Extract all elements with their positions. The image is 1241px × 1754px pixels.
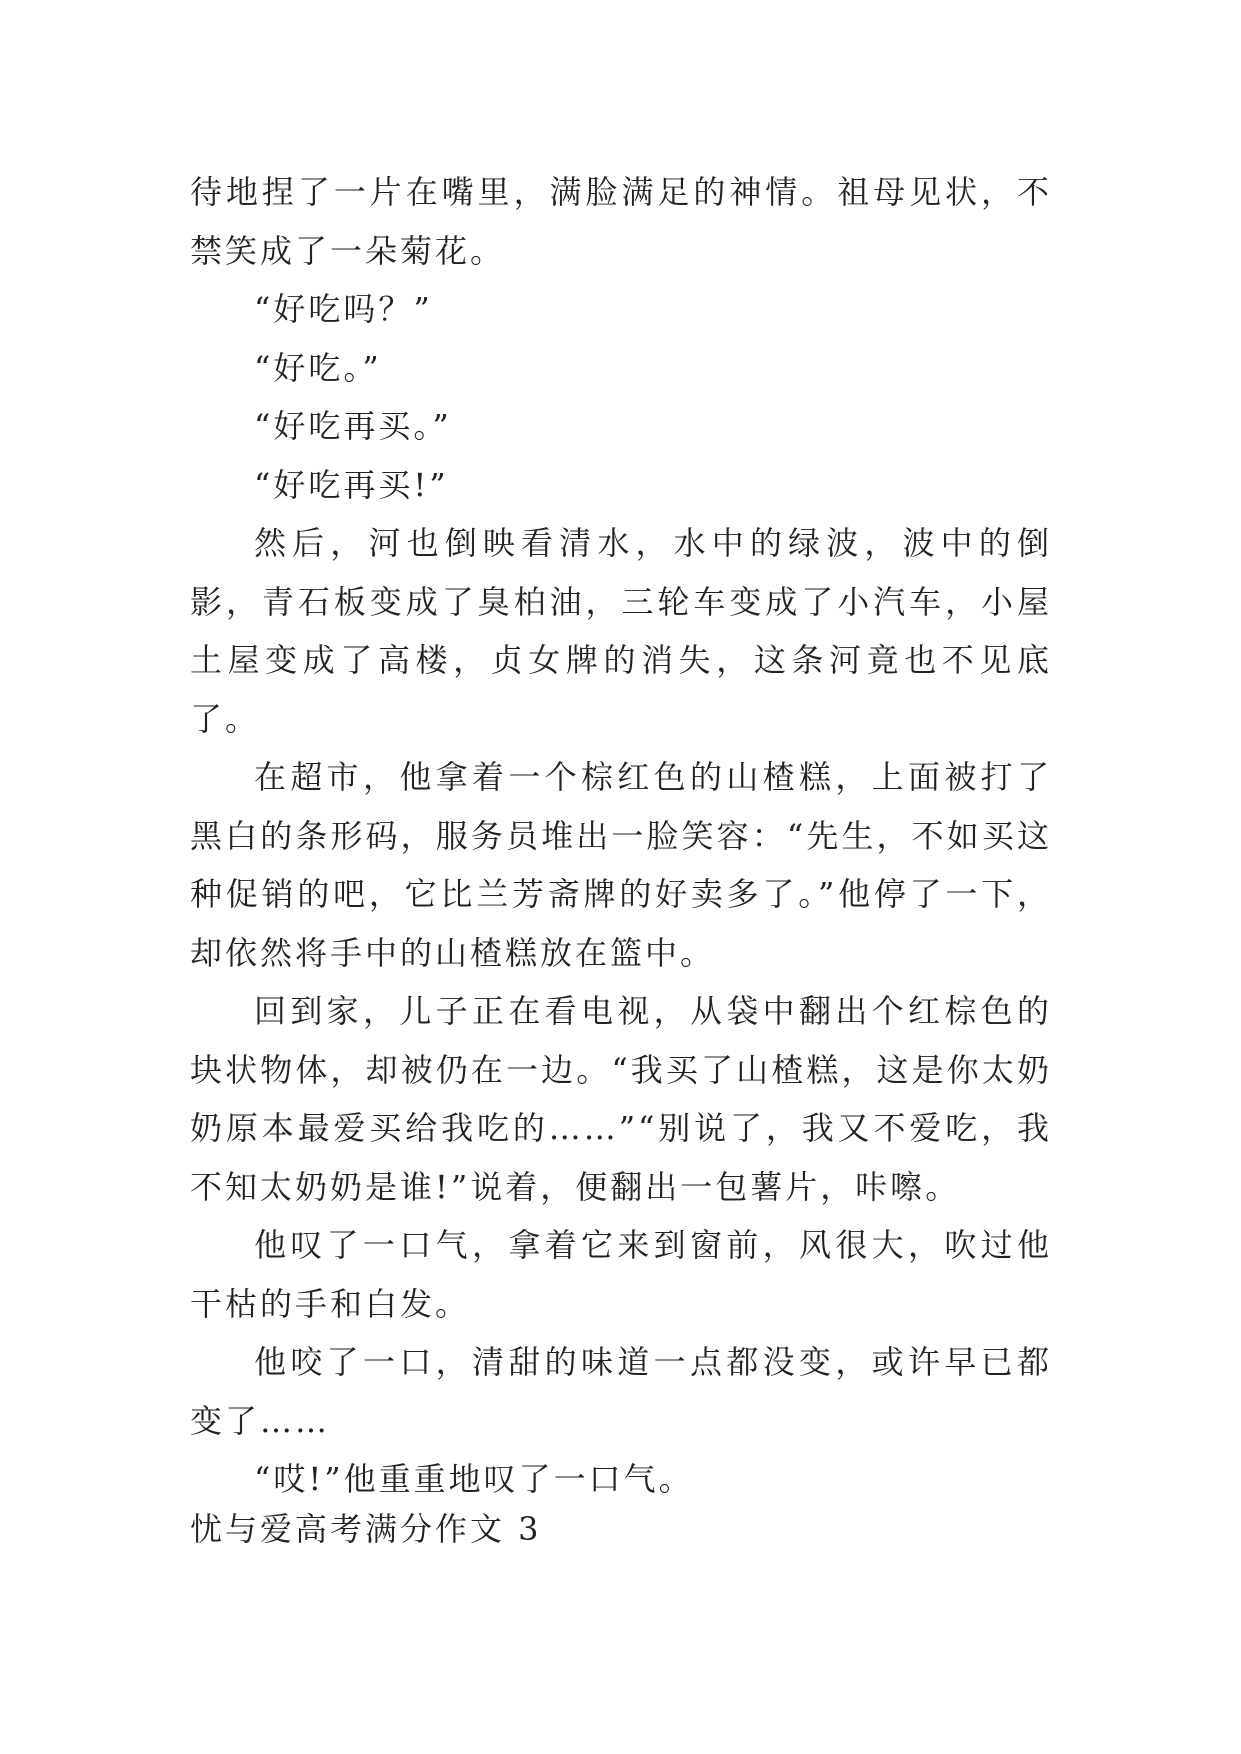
paragraph-continued: 待地捏了一片在嘴里，满脸满足的神情。祖母见状，不禁笑成了一朵菊花。 [190,173,1052,270]
dialogue-line: “好吃吗？” [254,290,433,328]
paragraph: 他咬了一口，清甜的味道一点都没变，或许早已都变了…… [190,1343,1052,1440]
paragraph: 在超市，他拿着一个棕红色的山楂糕，上面被打了黑白的条形码，服务员堆出一脸笑容：“先生，不如买这种促销的吧，它比兰芳斋牌的好卖多了。”他停了一下，却依然将手中的山楂糕放在篮中。 [190,758,1052,972]
dialogue-line: “哎!”他重重地叹了一口气。 [254,1460,694,1498]
paragraph: 回到家，儿子正在看电视，从袋中翻出个红棕色的块状物体，却被仍在一边。“我买了山楂糕，这是你太奶奶原本最爱买给我吃的……”“别说了，我又不爱吃，我不知太奶奶是谁!”说着，便翻出一包薯片，咔嚓。 [190,992,1052,1206]
section-heading: 忧与爱高考满分作文 3 [190,1510,542,1548]
dialogue-line: “好吃再买。” [254,407,452,445]
article-body [190,163,1052,1509]
paragraph: 他叹了一口气，拿着它来到窗前，风很大，吹过他干枯的手和白发。 [190,1226,1052,1323]
dialogue-line: “好吃。” [254,348,382,387]
paragraph: 然后，河也倒映看清水，水中的绿波，波中的倒影，青石板变成了臭柏油，三轮车变成了小汽车，小屋土屋变成了高楼，贞女牌的消失，这条河竟也不见底了。 [190,524,1052,738]
dialogue-line: “好吃再买!” [254,465,449,504]
